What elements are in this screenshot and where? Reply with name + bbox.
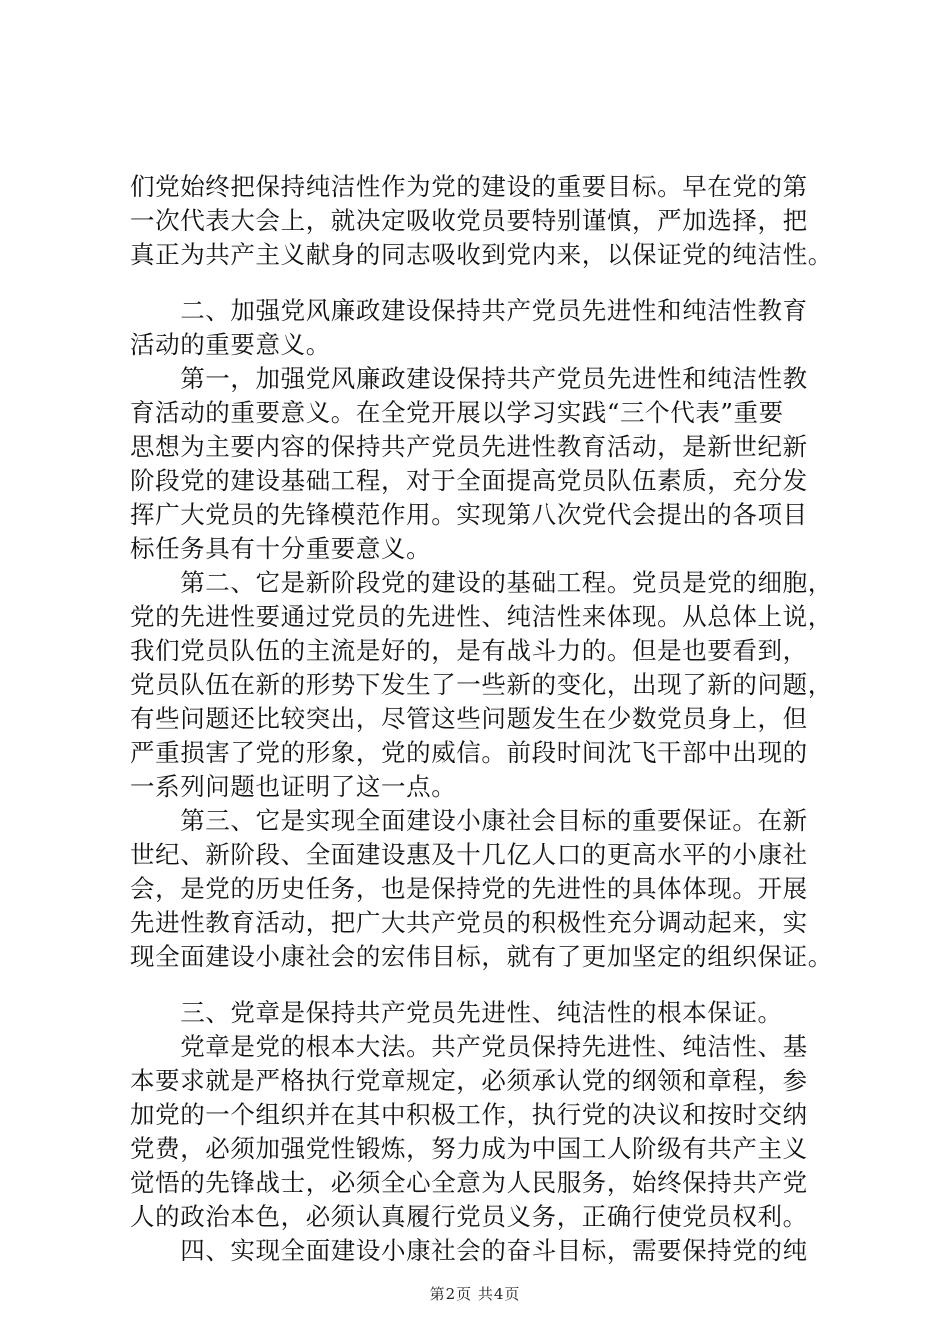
section-heading: 二、加强党风廉政建设保持共产党员先进性和纯洁性教育: [130, 296, 808, 325]
text-line: 本要求就是严格执行党章规定，必须承认党的纲领和章程，参: [130, 1066, 808, 1095]
text-line: 们党始终把保持纯洁性作为党的建设的重要目标。早在党的第: [130, 172, 808, 201]
text-line: 加党的一个组织并在其中积极工作，执行党的决议和按时交纳: [130, 1100, 808, 1129]
text-line: 育活动的重要意义。在全党开展以学习实践“三个代表”重要: [130, 398, 784, 427]
text-line: 第二、它是新阶段党的建设的基础工程。党员是党的细胞，: [130, 568, 833, 597]
text-line: 思想为主要内容的保持共产党员先进性教育活动，是新世纪新: [130, 432, 808, 461]
text-line: 真正为共产主义献身的同志吸收到党内来，以保证党的纯洁性。: [130, 240, 833, 269]
text-line: 有些问题还比较突出，尽管这些问题发生在少数党员身上，但: [130, 704, 808, 733]
text-line: 世纪、新阶段、全面建设惠及十几亿人口的更高水平的小康社: [130, 840, 808, 869]
text-line: 挥广大党员的先锋模范作用。实现第八次党代会提出的各项目: [130, 500, 808, 529]
text-line: 党费，必须加强党性锻炼，努力成为中国工人阶级有共产主义: [130, 1134, 808, 1163]
text-line: 一次代表大会上，就决定吸收党员要特别谨慎，严加选择，把: [130, 206, 808, 235]
text-line: 严重损害了党的形象，党的威信。前段时间沈飞干部中出现的: [130, 738, 808, 767]
text-line: 党员队伍在新的形势下发生了一些新的变化，出现了新的问题，: [130, 670, 833, 699]
text-line: 阶段党的建设基础工程，对于全面提高党员队伍素质，充分发: [130, 466, 808, 495]
text-line: 第一，加强党风廉政建设保持共产党员先进性和纯洁性教: [130, 364, 808, 393]
text-line: 四、实现全面建设小康社会的奋斗目标，需要保持党的纯: [130, 1236, 808, 1265]
text-line: 现全面建设小康社会的宏伟目标，就有了更加坚定的组织保证。: [130, 942, 833, 971]
text-line: 我们党员队伍的主流是好的，是有战斗力的。但是也要看到，: [130, 636, 808, 665]
text-line: 党章是党的根本大法。共产党员保持先进性、纯洁性、基: [130, 1032, 808, 1061]
text-line: 标任务具有十分重要意义。: [130, 534, 432, 563]
text-line: 会，是党的历史任务，也是保持党的先进性的具体体现。开展: [130, 874, 808, 903]
text-line: 党的先进性要通过党员的先进性、纯洁性来体现。从总体上说，: [130, 602, 833, 631]
text-line: 先进性教育活动，把广大共产党员的积极性充分调动起来，实: [130, 908, 808, 937]
text-line: 活动的重要意义。: [130, 330, 331, 359]
section-heading: 三、党章是保持共产党员先进性、纯洁性的根本保证。: [130, 998, 783, 1027]
page-number-footer: 第2页 共4页: [429, 1285, 521, 1303]
text-line: 人的政治本色，必须认真履行党员义务，正确行使党员权利。: [130, 1202, 808, 1231]
text-line: 一系列问题也证明了这一点。: [130, 772, 457, 801]
text-line: 觉悟的先锋战士，必须全心全意为人民服务，始终保持共产党: [130, 1168, 808, 1197]
text-line: 第三、它是实现全面建设小康社会目标的重要保证。在新: [130, 806, 808, 835]
